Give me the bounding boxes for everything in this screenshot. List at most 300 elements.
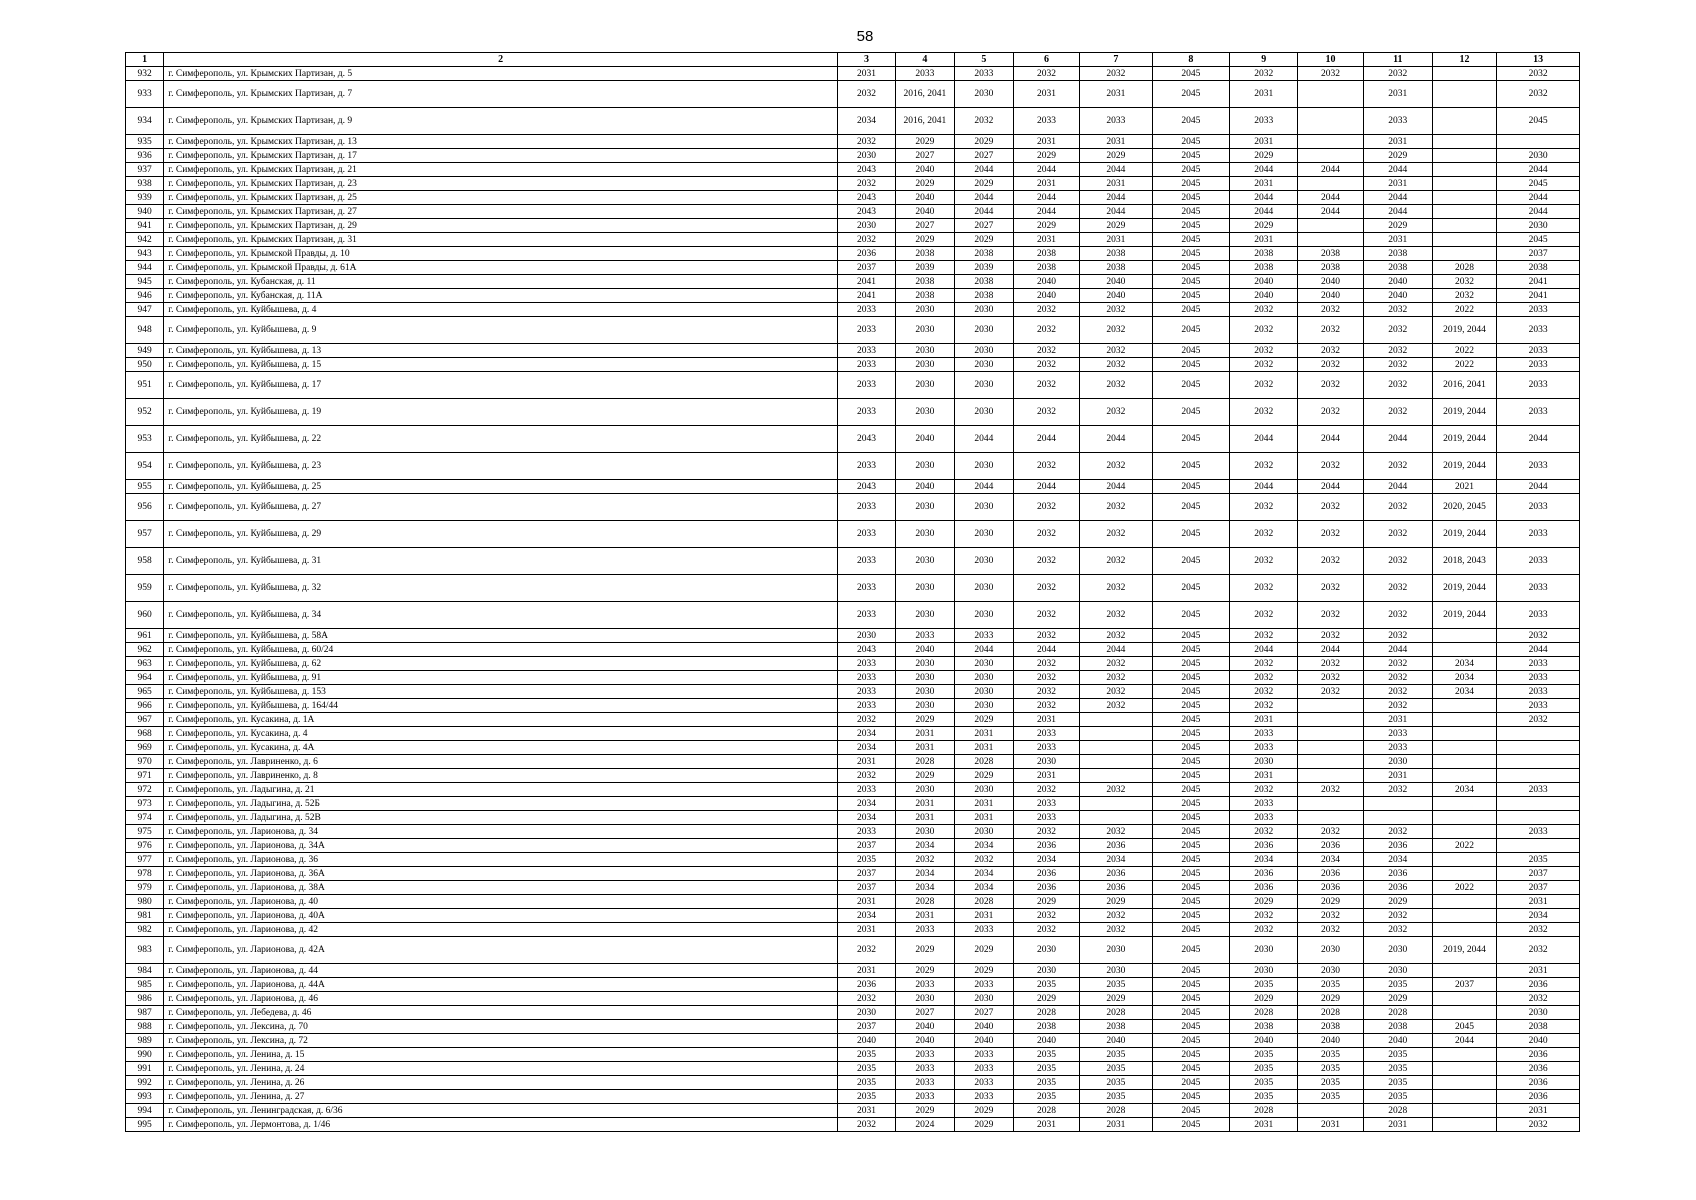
row-number: 932 [126, 67, 164, 81]
year-cell: 2032 [1013, 783, 1079, 797]
year-cell: 2045 [1152, 992, 1230, 1006]
year-cell: 2031 [1013, 1118, 1079, 1132]
year-cell: 2029 [954, 937, 1013, 964]
year-cell: 2045 [1152, 149, 1230, 163]
table-row [126, 1104, 1580, 1118]
year-cell: 2029 [895, 937, 954, 964]
year-cell: 2022 [1432, 358, 1496, 372]
year-cell: 2031 [837, 1104, 895, 1118]
year-cell: 2033 [954, 1076, 1013, 1090]
year-cell [1497, 769, 1580, 783]
year-cell [1298, 699, 1363, 713]
table-row [126, 303, 1580, 317]
year-cell: 2031 [1080, 135, 1152, 149]
year-cell: 2028 [954, 895, 1013, 909]
row-number: 975 [126, 825, 164, 839]
year-cell: 2045 [1152, 303, 1230, 317]
year-cell: 2032 [1080, 358, 1152, 372]
year-cell: 2033 [1013, 797, 1079, 811]
column-header: 10 [1298, 53, 1363, 67]
year-cell [1497, 741, 1580, 755]
table-row [126, 67, 1580, 81]
year-cell: 2031 [1080, 81, 1152, 108]
year-cell: 2029 [895, 964, 954, 978]
year-cell: 2032 [1080, 575, 1152, 602]
year-cell: 2028 [895, 895, 954, 909]
year-cell: 2045 [1152, 964, 1230, 978]
year-cell: 2045 [1497, 233, 1580, 247]
address-cell: г. Симферополь, ул. Ларионова, д. 42А [164, 937, 838, 964]
year-cell: 2045 [1152, 372, 1230, 399]
year-cell: 2030 [1230, 937, 1298, 964]
year-cell: 2035 [1298, 1048, 1363, 1062]
year-cell: 2022 [1432, 881, 1496, 895]
year-cell: 2033 [1497, 358, 1580, 372]
year-cell: 2033 [1497, 494, 1580, 521]
year-cell: 2044 [1497, 480, 1580, 494]
year-cell: 2038 [1080, 1020, 1152, 1034]
year-cell [1432, 247, 1496, 261]
year-cell: 2041 [1497, 289, 1580, 303]
table-row [126, 177, 1580, 191]
year-cell: 2031 [1013, 81, 1079, 108]
year-cell: 2033 [1497, 548, 1580, 575]
year-cell: 2033 [837, 699, 895, 713]
year-cell: 2033 [1497, 575, 1580, 602]
year-cell: 2029 [1230, 895, 1298, 909]
year-cell [1497, 727, 1580, 741]
year-cell: 2034 [895, 867, 954, 881]
year-cell: 2035 [1080, 1048, 1152, 1062]
year-cell: 2030 [1298, 964, 1363, 978]
year-cell: 2038 [954, 289, 1013, 303]
year-cell [1432, 67, 1496, 81]
year-cell: 2032 [1080, 521, 1152, 548]
year-cell: 2031 [1363, 81, 1432, 108]
year-cell: 2019, 2044 [1432, 426, 1496, 453]
year-cell: 2030 [1298, 937, 1363, 964]
year-cell: 2044 [1497, 643, 1580, 657]
row-number: 952 [126, 399, 164, 426]
table-row [126, 937, 1580, 964]
year-cell: 2031 [1013, 713, 1079, 727]
year-cell: 2031 [1363, 135, 1432, 149]
address-cell: г. Симферополь, ул. Лексина, д. 72 [164, 1034, 838, 1048]
table-row [126, 978, 1580, 992]
year-cell: 2028 [1080, 1006, 1152, 1020]
year-cell: 2045 [1152, 275, 1230, 289]
year-cell: 2040 [837, 1034, 895, 1048]
year-cell [1432, 135, 1496, 149]
year-cell: 2033 [1497, 399, 1580, 426]
year-cell: 2031 [1080, 177, 1152, 191]
row-number: 963 [126, 657, 164, 671]
row-number: 948 [126, 317, 164, 344]
year-cell [1298, 149, 1363, 163]
row-number: 984 [126, 964, 164, 978]
year-cell: 2041 [837, 275, 895, 289]
row-number: 953 [126, 426, 164, 453]
row-number: 993 [126, 1090, 164, 1104]
year-cell: 2043 [837, 643, 895, 657]
address-cell: г. Симферополь, ул. Кусакина, д. 4А [164, 741, 838, 755]
year-cell: 2040 [895, 1034, 954, 1048]
row-number: 935 [126, 135, 164, 149]
year-cell: 2030 [954, 671, 1013, 685]
year-cell: 2032 [1363, 699, 1432, 713]
year-cell: 2033 [895, 1062, 954, 1076]
year-cell: 2032 [1363, 671, 1432, 685]
year-cell: 2045 [1152, 494, 1230, 521]
year-cell: 2036 [1363, 881, 1432, 895]
year-cell: 2032 [1363, 372, 1432, 399]
year-cell: 2032 [1013, 699, 1079, 713]
row-number: 966 [126, 699, 164, 713]
year-cell: 2032 [1013, 344, 1079, 358]
year-cell: 2034 [1432, 671, 1496, 685]
address-cell: г. Симферополь, ул. Куйбышева, д. 27 [164, 494, 838, 521]
year-cell: 2031 [1363, 769, 1432, 783]
year-cell: 2030 [895, 358, 954, 372]
year-cell: 2033 [954, 1048, 1013, 1062]
year-cell: 2032 [1363, 783, 1432, 797]
year-cell: 2033 [837, 575, 895, 602]
year-cell: 2044 [954, 480, 1013, 494]
table-row [126, 275, 1580, 289]
year-cell: 2033 [837, 685, 895, 699]
address-cell: г. Симферополь, ул. Крымских Партизан, д. 31 [164, 233, 838, 247]
year-cell: 2041 [1497, 275, 1580, 289]
year-cell: 2016, 2041 [895, 81, 954, 108]
year-cell [1432, 741, 1496, 755]
year-cell: 2024 [895, 1118, 954, 1132]
address-cell: г. Симферополь, ул. Куйбышева, д. 29 [164, 521, 838, 548]
column-header: 3 [837, 53, 895, 67]
year-cell [1497, 135, 1580, 149]
year-cell: 2034 [1363, 853, 1432, 867]
address-cell: г. Симферополь, ул. Ларионова, д. 34 [164, 825, 838, 839]
table-row [126, 1090, 1580, 1104]
row-number: 973 [126, 797, 164, 811]
column-header: 2 [164, 53, 838, 67]
year-cell: 2031 [954, 741, 1013, 755]
year-cell: 2033 [1080, 108, 1152, 135]
year-cell: 2030 [895, 453, 954, 480]
year-cell: 2032 [1363, 521, 1432, 548]
address-cell: г. Симферополь, ул. Куйбышева, д. 164/44 [164, 699, 838, 713]
year-cell [1432, 909, 1496, 923]
year-cell: 2036 [837, 978, 895, 992]
year-cell: 2038 [1363, 261, 1432, 275]
year-cell: 2031 [1230, 233, 1298, 247]
year-cell: 2044 [1080, 643, 1152, 657]
year-cell: 2032 [1230, 521, 1298, 548]
table-row [126, 219, 1580, 233]
year-cell: 2045 [1152, 811, 1230, 825]
year-cell: 2019, 2044 [1432, 937, 1496, 964]
year-cell: 2032 [1080, 344, 1152, 358]
year-cell: 2045 [1152, 671, 1230, 685]
year-cell: 2038 [1497, 261, 1580, 275]
year-cell: 2045 [1497, 177, 1580, 191]
year-cell: 2029 [1363, 149, 1432, 163]
year-cell: 2044 [1497, 163, 1580, 177]
row-number: 938 [126, 177, 164, 191]
year-cell: 2032 [1080, 548, 1152, 575]
address-cell: г. Симферополь, ул. Кусакина, д. 1А [164, 713, 838, 727]
year-cell: 2030 [895, 671, 954, 685]
table-row [126, 372, 1580, 399]
year-cell: 2044 [1298, 191, 1363, 205]
year-cell [1298, 219, 1363, 233]
year-cell: 2028 [1230, 1006, 1298, 1020]
year-cell: 2032 [1298, 317, 1363, 344]
column-header: 13 [1497, 53, 1580, 67]
year-cell: 2037 [837, 867, 895, 881]
table-row [126, 811, 1580, 825]
year-cell: 2029 [954, 135, 1013, 149]
year-cell: 2034 [837, 909, 895, 923]
table-row [126, 575, 1580, 602]
year-cell [1432, 727, 1496, 741]
year-cell [1432, 923, 1496, 937]
year-cell: 2033 [1497, 521, 1580, 548]
address-cell: г. Симферополь, ул. Куйбышева, д. 23 [164, 453, 838, 480]
year-cell: 2035 [837, 1090, 895, 1104]
year-cell: 2033 [1230, 741, 1298, 755]
row-number: 972 [126, 783, 164, 797]
year-cell: 2031 [1230, 81, 1298, 108]
year-cell: 2040 [895, 480, 954, 494]
address-cell: г. Симферополь, ул. Куйбышева, д. 9 [164, 317, 838, 344]
year-cell: 2032 [1363, 303, 1432, 317]
year-cell: 2028 [1013, 1006, 1079, 1020]
year-cell: 2044 [1497, 191, 1580, 205]
year-cell: 2031 [1363, 177, 1432, 191]
year-cell: 2031 [1363, 1118, 1432, 1132]
address-cell: г. Симферополь, ул. Куйбышева, д. 22 [164, 426, 838, 453]
address-cell: г. Симферополь, ул. Крымских Партизан, д. 27 [164, 205, 838, 219]
year-cell: 2032 [1080, 317, 1152, 344]
address-cell: г. Симферополь, ул. Кусакина, д. 4 [164, 727, 838, 741]
year-cell: 2035 [1230, 1048, 1298, 1062]
year-cell: 2029 [895, 233, 954, 247]
year-cell: 2036 [1497, 1090, 1580, 1104]
year-cell: 2031 [1013, 177, 1079, 191]
address-cell: г. Симферополь, ул. Куйбышева, д. 32 [164, 575, 838, 602]
table-row [126, 657, 1580, 671]
year-cell: 2032 [1363, 575, 1432, 602]
year-cell: 2044 [1298, 643, 1363, 657]
year-cell: 2037 [1497, 247, 1580, 261]
year-cell: 2039 [954, 261, 1013, 275]
year-cell: 2036 [1497, 1062, 1580, 1076]
year-cell: 2045 [1152, 191, 1230, 205]
address-cell: г. Симферополь, ул. Ленина, д. 24 [164, 1062, 838, 1076]
year-cell: 2032 [1298, 575, 1363, 602]
year-cell [1298, 81, 1363, 108]
year-cell: 2038 [954, 247, 1013, 261]
year-cell: 2031 [837, 67, 895, 81]
address-cell: г. Симферополь, ул. Крымской Правды, д. 10 [164, 247, 838, 261]
year-cell: 2037 [1497, 881, 1580, 895]
address-cell: г. Симферополь, ул. Ленина, д. 27 [164, 1090, 838, 1104]
year-cell: 2029 [895, 135, 954, 149]
year-cell: 2033 [954, 978, 1013, 992]
year-cell: 2028 [895, 755, 954, 769]
year-cell: 2030 [895, 657, 954, 671]
year-cell: 2029 [1013, 992, 1079, 1006]
year-cell: 2038 [954, 275, 1013, 289]
row-number: 982 [126, 923, 164, 937]
year-cell: 2036 [1363, 867, 1432, 881]
year-cell: 2040 [1298, 289, 1363, 303]
year-cell [1432, 1118, 1496, 1132]
year-cell: 2035 [1230, 978, 1298, 992]
year-cell: 2031 [954, 811, 1013, 825]
year-cell: 2022 [1432, 303, 1496, 317]
year-cell: 2032 [1298, 909, 1363, 923]
address-cell: г. Симферополь, ул. Ларионова, д. 46 [164, 992, 838, 1006]
year-cell: 2031 [1230, 135, 1298, 149]
year-cell: 2033 [837, 602, 895, 629]
year-cell: 2029 [1230, 219, 1298, 233]
year-cell: 2029 [1013, 895, 1079, 909]
year-cell: 2045 [1497, 108, 1580, 135]
row-number: 934 [126, 108, 164, 135]
year-cell: 2045 [1152, 399, 1230, 426]
year-cell: 2031 [1363, 233, 1432, 247]
year-cell: 2030 [954, 825, 1013, 839]
year-cell: 2032 [1080, 453, 1152, 480]
year-cell: 2036 [1013, 867, 1079, 881]
year-cell: 2032 [1080, 825, 1152, 839]
year-cell: 2044 [1363, 191, 1432, 205]
year-cell: 2029 [1080, 219, 1152, 233]
year-cell: 2040 [1080, 1034, 1152, 1048]
year-cell [1363, 811, 1432, 825]
year-cell: 2035 [1230, 1062, 1298, 1076]
year-cell: 2038 [1363, 247, 1432, 261]
year-cell [1298, 797, 1363, 811]
year-cell: 2045 [1152, 895, 1230, 909]
year-cell: 2036 [1230, 867, 1298, 881]
year-cell: 2045 [1152, 727, 1230, 741]
table-row [126, 881, 1580, 895]
year-cell: 2030 [895, 825, 954, 839]
column-header: 1 [126, 53, 164, 67]
year-cell [1363, 797, 1432, 811]
year-cell: 2034 [1298, 853, 1363, 867]
year-cell: 2034 [954, 867, 1013, 881]
table-row [126, 741, 1580, 755]
year-cell: 2029 [1013, 149, 1079, 163]
year-cell: 2033 [1230, 811, 1298, 825]
year-cell: 2030 [954, 657, 1013, 671]
year-cell: 2032 [1080, 923, 1152, 937]
year-cell: 2032 [1363, 825, 1432, 839]
year-cell: 2028 [1013, 1104, 1079, 1118]
year-cell: 2036 [1497, 1048, 1580, 1062]
year-cell: 2016, 2041 [895, 108, 954, 135]
year-cell: 2036 [1013, 881, 1079, 895]
year-cell: 2034 [954, 881, 1013, 895]
year-cell: 2043 [837, 426, 895, 453]
year-cell: 2034 [837, 797, 895, 811]
year-cell [1080, 741, 1152, 755]
row-number: 983 [126, 937, 164, 964]
year-cell: 2038 [1363, 1020, 1432, 1034]
year-cell: 2030 [837, 629, 895, 643]
year-cell: 2032 [1497, 629, 1580, 643]
year-cell [1432, 713, 1496, 727]
year-cell: 2044 [954, 163, 1013, 177]
year-cell: 2032 [1298, 344, 1363, 358]
year-cell: 2033 [837, 303, 895, 317]
year-cell: 2033 [1497, 825, 1580, 839]
year-cell: 2032 [1230, 67, 1298, 81]
address-cell: г. Симферополь, ул. Крымских Партизан, д. 21 [164, 163, 838, 177]
year-cell: 2032 [1363, 685, 1432, 699]
table-row [126, 135, 1580, 149]
year-cell: 2033 [837, 521, 895, 548]
year-cell: 2030 [1497, 1006, 1580, 1020]
table-row [126, 480, 1580, 494]
year-cell: 2033 [1230, 797, 1298, 811]
address-cell: г. Симферополь, ул. Ларионова, д. 44А [164, 978, 838, 992]
year-cell: 2045 [1152, 521, 1230, 548]
row-number: 958 [126, 548, 164, 575]
year-cell: 2033 [1497, 657, 1580, 671]
address-cell: г. Симферополь, ул. Куйбышева, д. 25 [164, 480, 838, 494]
year-cell [1432, 205, 1496, 219]
year-cell: 2032 [1080, 671, 1152, 685]
year-cell: 2033 [895, 1048, 954, 1062]
year-cell: 2033 [895, 1090, 954, 1104]
year-cell: 2043 [837, 163, 895, 177]
year-cell: 2040 [1363, 275, 1432, 289]
row-number: 981 [126, 909, 164, 923]
row-number: 960 [126, 602, 164, 629]
row-number: 987 [126, 1006, 164, 1020]
column-header: 9 [1230, 53, 1298, 67]
year-cell: 2036 [1497, 1076, 1580, 1090]
year-cell: 2019, 2044 [1432, 317, 1496, 344]
year-cell: 2030 [1497, 219, 1580, 233]
year-cell: 2044 [1013, 426, 1079, 453]
year-cell: 2033 [1497, 344, 1580, 358]
year-cell: 2033 [837, 399, 895, 426]
year-cell: 2040 [1080, 289, 1152, 303]
year-cell: 2029 [954, 769, 1013, 783]
row-number: 962 [126, 643, 164, 657]
year-cell: 2030 [954, 317, 1013, 344]
row-number: 964 [126, 671, 164, 685]
year-cell: 2030 [954, 303, 1013, 317]
year-cell [1298, 713, 1363, 727]
table-row [126, 992, 1580, 1006]
year-cell: 2031 [1298, 1118, 1363, 1132]
year-cell: 2036 [1080, 881, 1152, 895]
address-cell: г. Симферополь, ул. Ларионова, д. 36 [164, 853, 838, 867]
year-cell: 2032 [1230, 303, 1298, 317]
row-number: 980 [126, 895, 164, 909]
year-cell: 2027 [895, 1006, 954, 1020]
year-cell: 2032 [1080, 602, 1152, 629]
year-cell [1432, 811, 1496, 825]
year-cell [1080, 727, 1152, 741]
year-cell: 2045 [1152, 867, 1230, 881]
